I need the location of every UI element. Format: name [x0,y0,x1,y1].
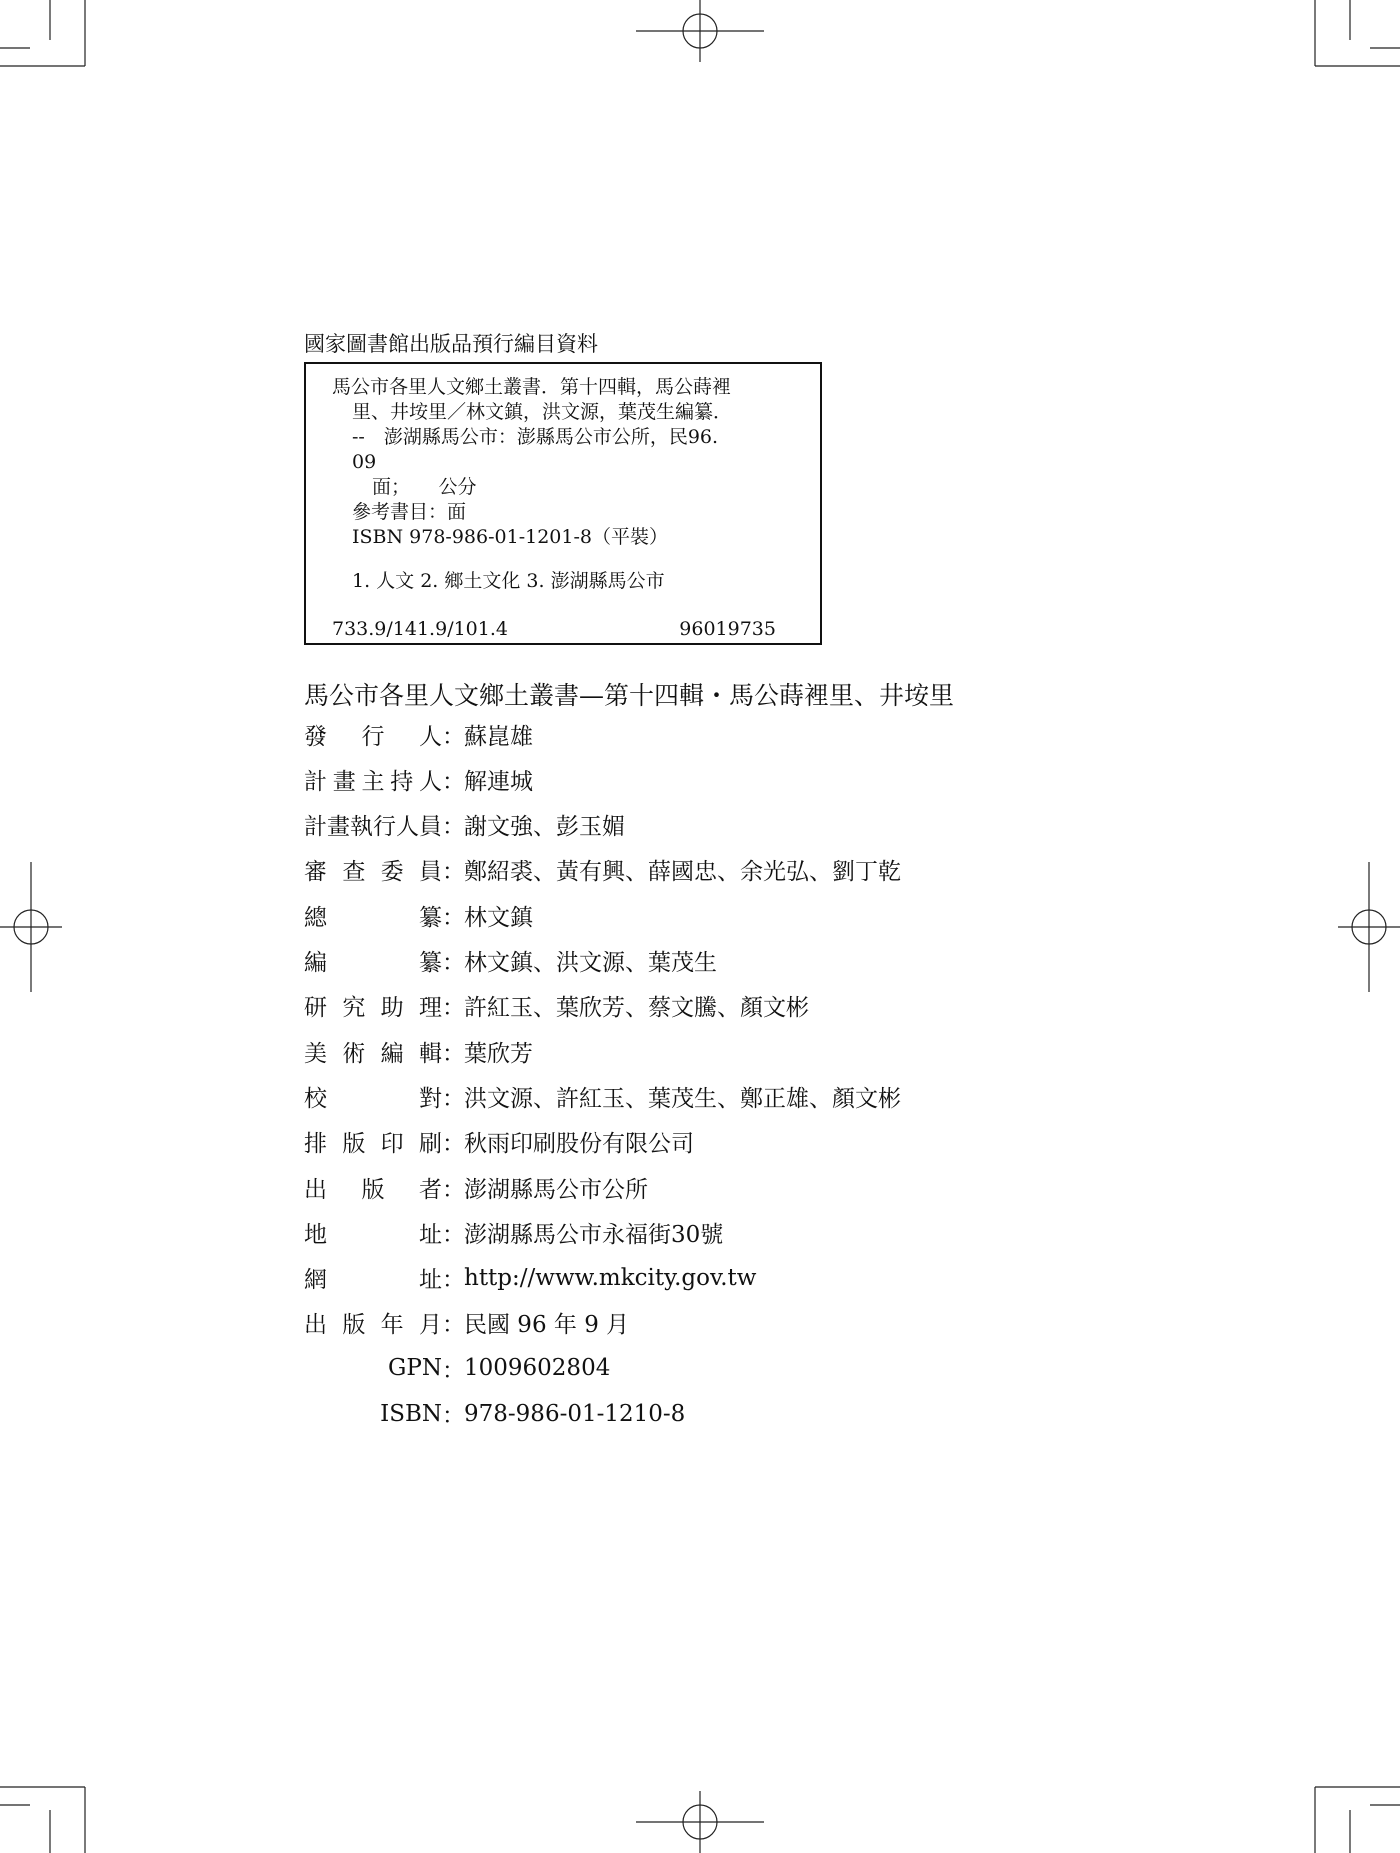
credit-row [304,990,809,1022]
credit-label [304,1401,442,1427]
credit-label [304,1035,442,1068]
cip-record-box [304,362,822,645]
credit-label [304,1216,442,1249]
credit-label-char: 助 [380,995,404,1022]
credit-label [304,853,442,886]
credit-value: 民國 96 年 9 月 [464,1312,630,1339]
credit-row [304,945,717,977]
credit-label-char: 址 [419,1267,442,1294]
credit-value: 澎湖縣馬公市永福街30號 [464,1221,724,1248]
credit-label-char: 址 [419,1221,442,1248]
credit-row [304,1307,629,1339]
credit-value: 978-986-01-1210-8 [464,1400,686,1427]
credit-label-char: 對 [419,1085,442,1112]
credit-label-char: 畫 [332,768,356,795]
credit-label-char: 主 [361,768,385,795]
book-title: 馬公市各里人文鄉土叢書—第十四輯・馬公蒔裡里、井垵里 [304,681,955,710]
credit-label-char: 出 [304,1176,327,1203]
cip-subjects: 1. 人文 2. 鄉土文化 3. 澎湖縣馬公市 [352,570,665,592]
credit-value: 葉欣芳 [464,1040,533,1067]
cip-heading: 國家圖書館出版品預行編目資料 [304,332,598,356]
credit-value: 澎湖縣馬公市公所 [464,1176,648,1203]
cip-record-number: 96019735 [679,618,776,640]
credit-label-char: 人 [419,768,442,795]
credit-label-char: 行 [361,723,385,750]
credit-value: http://www.mkcity.gov.tw [464,1264,757,1291]
cip-line: 里、井垵里／林文鎮，洪文源，葉茂生編纂． [352,401,733,423]
credit-label-char: 員 [418,859,442,886]
credit-value: 謝文強、彭玉媚 [464,814,625,841]
credit-label-char: 人 [419,723,442,750]
credit-label-char: 研 [304,995,327,1022]
credit-label-char: 計 [304,768,327,795]
credit-row [304,854,901,886]
credit-label [304,718,442,751]
credit-label [304,808,442,841]
credit-label-char: 排 [304,1131,327,1158]
credit-separator: ： [442,1040,465,1067]
credit-label-char: 月 [418,1312,442,1339]
credit-label-char: 者 [419,1176,442,1203]
credit-label-char: 地 [304,1221,327,1248]
credit-label [304,1306,442,1339]
credit-label-char: 出 [304,1312,327,1339]
credit-separator: ： [442,814,465,841]
credit-label-char: 計畫執行人員 [304,814,442,841]
credit-label-char: 印 [380,1131,404,1158]
credit-separator: ： [442,995,465,1022]
credit-label-char: 術 [342,1040,366,1067]
credit-label-char: 版 [342,1131,366,1158]
credit-value: 秋雨印刷股份有限公司 [464,1131,694,1158]
cip-line: 參考書目：面 [352,501,467,523]
credit-label [304,899,442,932]
credit-row [304,1126,694,1158]
credit-value: 林文鎮、洪文源、葉茂生 [464,950,717,976]
credit-row [304,1262,756,1294]
credit-value: 林文鎮 [464,904,533,931]
cip-classification: 733.9/141.9/101.4 [332,618,508,640]
credit-separator: ： [442,1131,465,1158]
credit-label-char: 網 [304,1267,327,1294]
credit-separator: ： [442,859,465,886]
credit-label-char: 纂 [419,950,442,976]
cip-line: ISBN 978-986-01-1201-8（平裝） [352,526,668,548]
credit-row [304,1171,648,1203]
credit-label-char: 究 [342,995,366,1022]
credit-label-char: 審 [304,859,327,886]
credit-label [304,1355,442,1381]
credit-label-char: 持 [390,768,414,795]
credit-label [304,1171,442,1204]
credit-label [304,989,442,1022]
credit-label-char: 編 [304,950,327,976]
credit-value: 鄭紹裘、黃有興、薛國忠、余光弘、劉丁乾 [464,859,901,886]
credit-label-char: 發 [304,723,327,750]
credit-separator: ： [442,904,465,931]
cip-line: 面； 公分 [372,476,477,498]
credit-row [304,1080,901,1112]
credit-row [304,1398,685,1430]
cip-line: -- 澎湖縣馬公市：澎縣馬公市公所，民96. [352,426,719,448]
cip-line: 馬公市各里人文鄉土叢書．第十四輯，馬公蒔裡 [332,376,732,398]
credit-label-char: 查 [342,859,366,886]
credit-row [304,1352,610,1384]
credit-row [304,763,533,795]
credit-label-char: GPN [388,1355,442,1382]
credit-separator: ： [442,1176,465,1203]
credit-value: 1009602804 [464,1355,611,1382]
credit-value: 蘇崑雄 [464,723,533,750]
credit-value: 解連城 [464,768,533,795]
credit-separator: ： [442,768,465,795]
credit-label-char: 編 [380,1040,404,1067]
cip-line: 09 [352,451,377,473]
credit-row [304,809,625,841]
credit-label [304,1125,442,1158]
credit-label-char: 理 [418,995,442,1022]
credit-label-char: 委 [380,859,404,886]
credit-value: 許紅玉、葉欣芳、蔡文騰、顏文彬 [464,995,809,1022]
credit-separator: ： [442,950,465,976]
credit-separator: ： [442,1085,465,1112]
credit-separator: ： [442,1221,465,1248]
credit-row [304,718,533,750]
credit-row [304,1035,533,1067]
credit-separator: ： [442,723,465,750]
credit-label-char: 總 [304,904,327,931]
credit-label-char: 纂 [419,904,442,931]
credit-label-char: 年 [380,1312,404,1339]
credit-label-char: 輯 [418,1040,442,1067]
credit-separator: ： [442,1357,465,1384]
credit-label [304,1080,442,1113]
credit-row [304,1216,723,1248]
credit-label-char: 美 [304,1040,327,1067]
credit-separator: ： [442,1267,465,1294]
credit-label-char: 版 [342,1312,366,1339]
credit-separator: ： [442,1403,465,1429]
credit-label [304,1261,442,1294]
credit-label-char: ISBN [380,1400,442,1427]
credit-label [304,944,442,977]
credit-row [304,899,533,931]
credit-label-char: 版 [361,1176,385,1203]
credit-value: 洪文源、許紅玉、葉茂生、鄭正雄、顏文彬 [464,1085,901,1112]
credit-label-char: 校 [304,1085,327,1112]
credit-label [304,763,442,796]
credit-separator: ： [442,1312,465,1339]
credit-label-char: 刷 [418,1131,442,1158]
